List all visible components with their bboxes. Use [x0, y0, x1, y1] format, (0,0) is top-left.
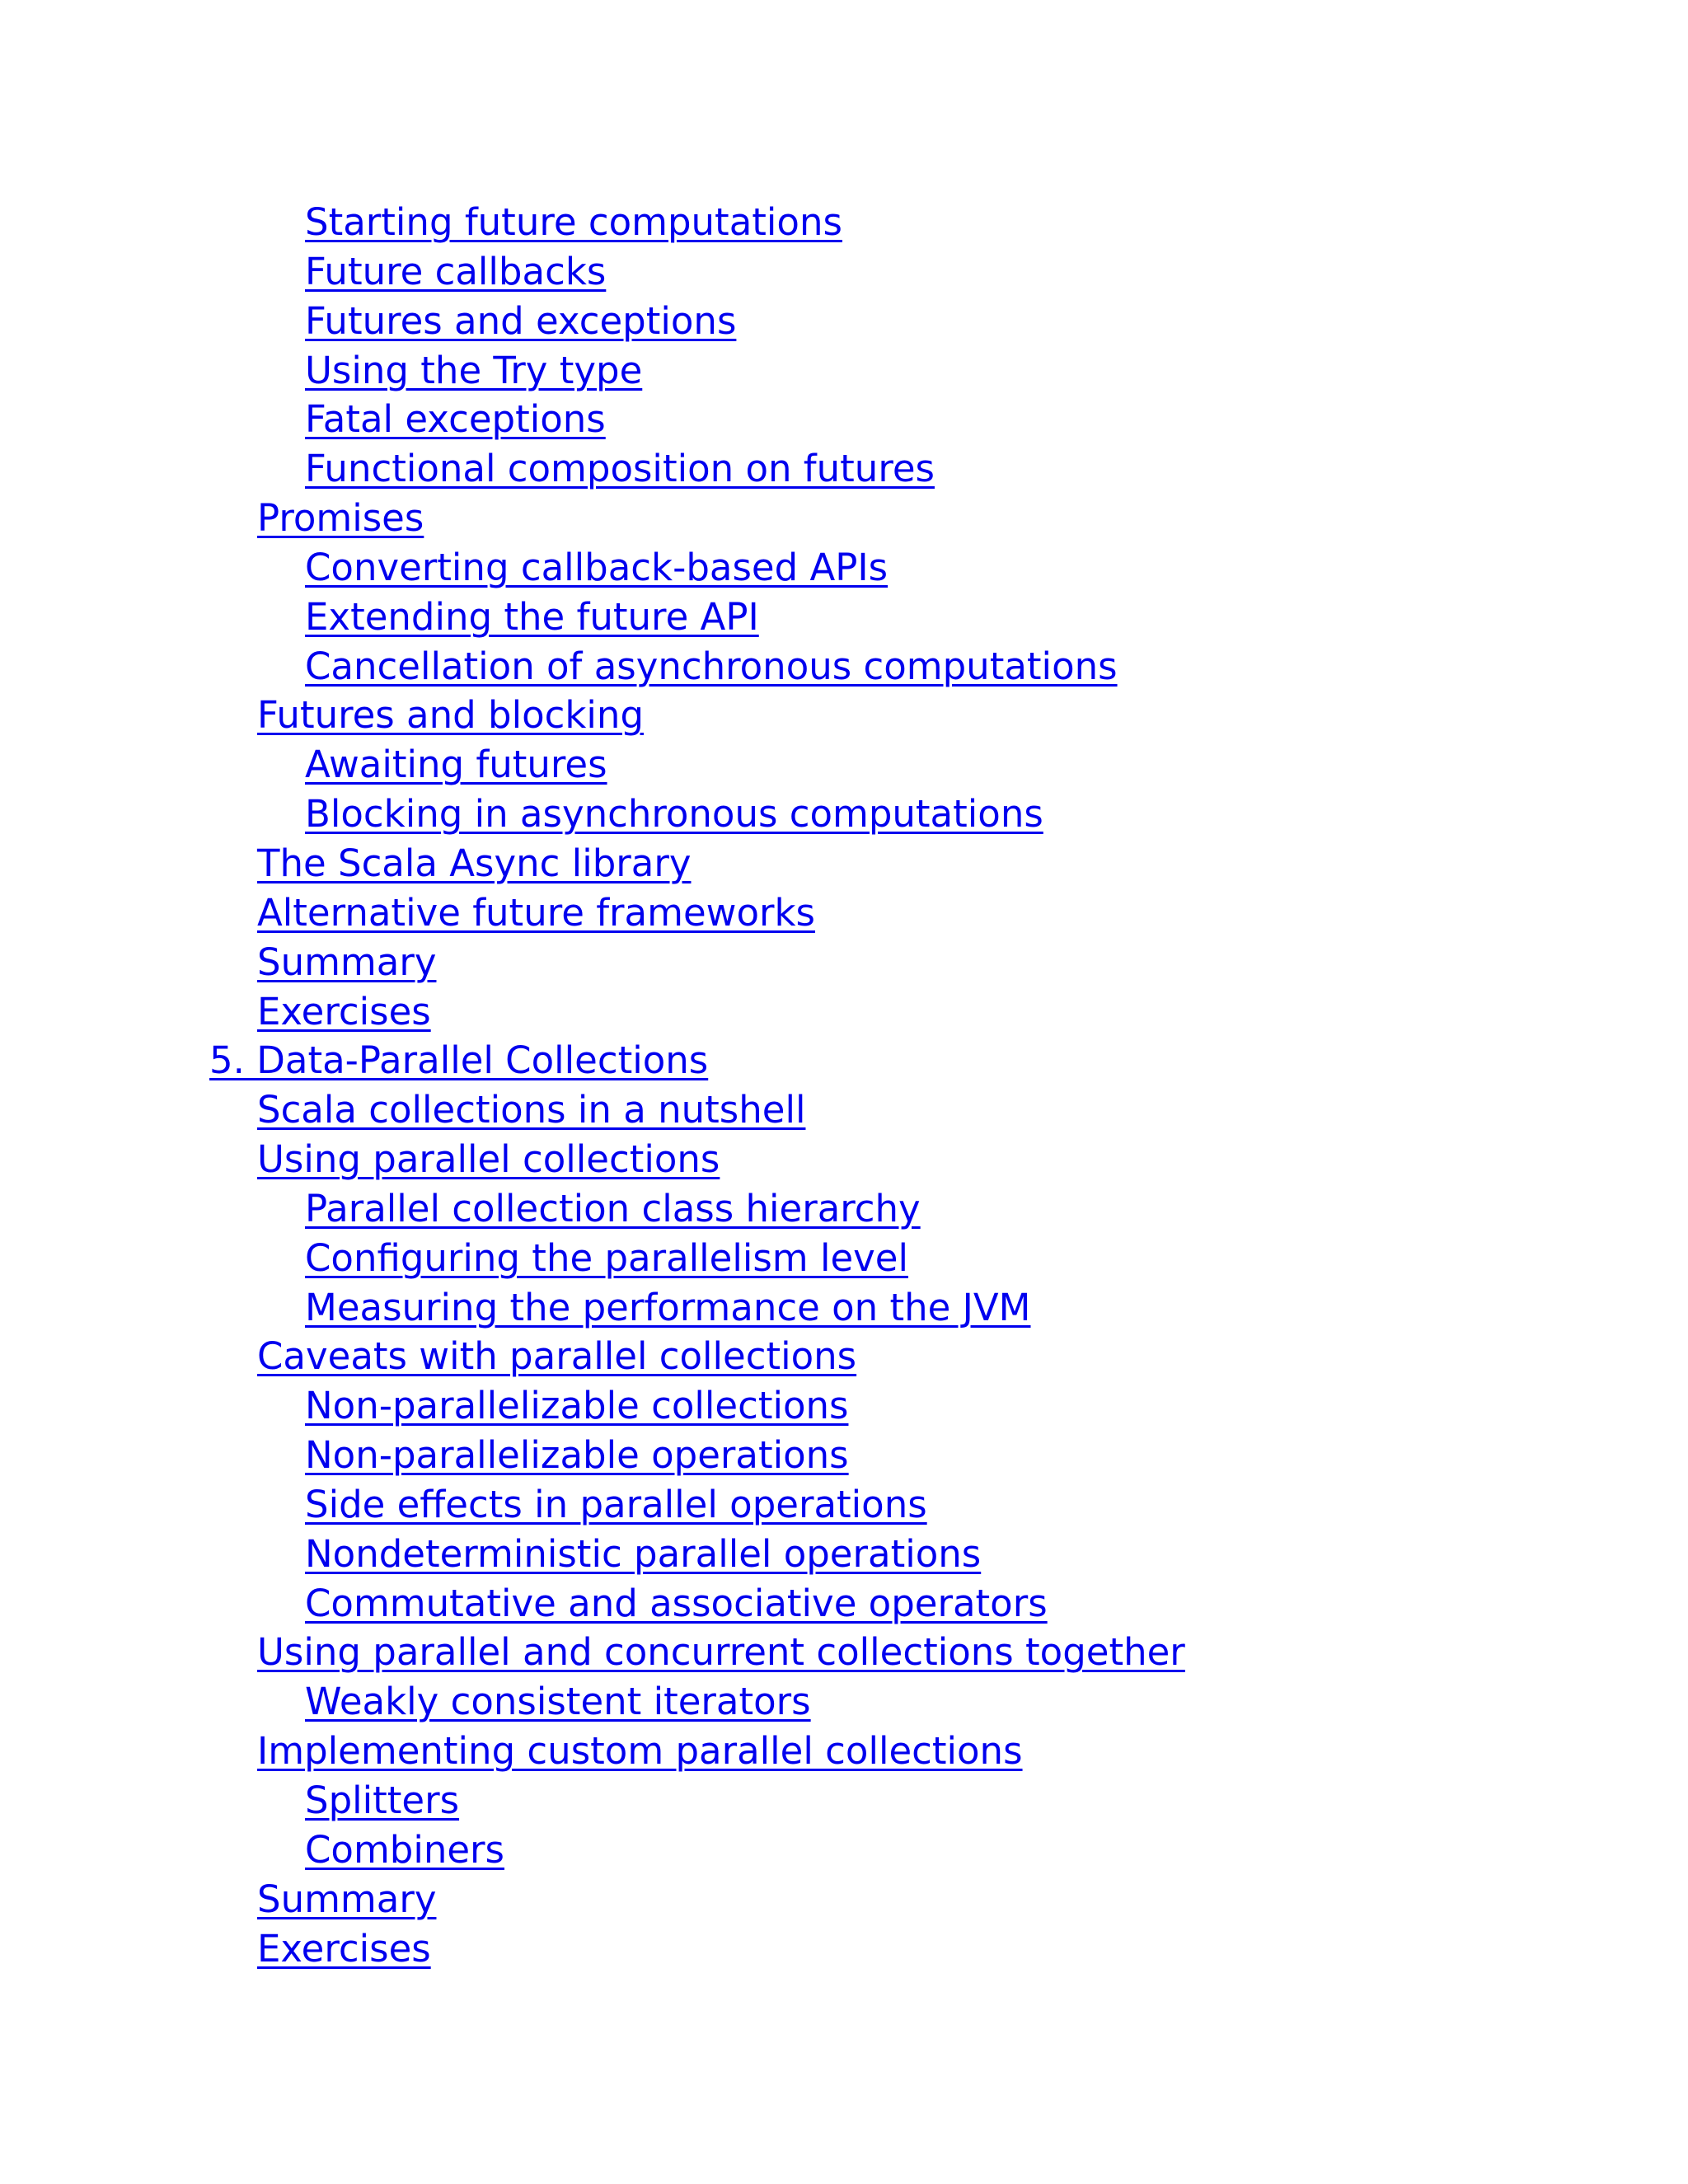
toc-entry	[0, 1579, 1185, 1629]
toc-entry	[0, 1825, 1185, 1875]
toc-link[interactable]: Using parallel collections	[257, 1137, 720, 1182]
toc-link[interactable]: Functional composition on futures	[305, 447, 935, 491]
toc-link[interactable]: Measuring the performance on the JVM	[305, 1285, 1031, 1329]
toc-entry	[0, 691, 1185, 740]
toc-entry	[0, 247, 1185, 297]
toc-link[interactable]: Futures and exceptions	[305, 298, 737, 343]
toc-entry	[0, 1184, 1185, 1234]
toc-entry	[0, 1530, 1185, 1579]
toc-entry	[0, 1628, 1185, 1677]
toc-entry	[0, 1381, 1185, 1431]
toc-link[interactable]: Extending the future API	[305, 594, 759, 639]
toc-entry	[0, 987, 1185, 1037]
toc-link[interactable]: Splitters	[305, 1779, 460, 1822]
toc-entry	[0, 1036, 1185, 1085]
toc-link[interactable]: The Scala Async library	[257, 841, 692, 885]
toc-entry	[0, 1234, 1185, 1283]
toc-entry	[0, 740, 1185, 790]
toc-entry	[0, 888, 1185, 938]
toc-link[interactable]: Non-parallelizable operations	[305, 1433, 849, 1478]
toc-entry	[0, 1283, 1185, 1333]
toc-link[interactable]: Summary	[257, 1877, 437, 1921]
toc-entry	[0, 1727, 1185, 1776]
toc-entry	[0, 938, 1185, 987]
toc-link[interactable]: Alternative future frameworks	[257, 890, 815, 935]
toc-entry	[0, 346, 1185, 396]
toc-link[interactable]: Exercises	[257, 1926, 431, 1971]
toc-link[interactable]: Parallel collection class hierarchy	[305, 1186, 921, 1230]
toc-link[interactable]: Cancellation of asynchronous computations	[305, 644, 1118, 688]
toc-link[interactable]: Starting future computations	[305, 200, 842, 244]
toc-entry	[0, 642, 1185, 691]
toc-entry	[0, 1480, 1185, 1530]
toc-link[interactable]: Future callbacks	[305, 249, 607, 293]
toc-entry	[0, 297, 1185, 346]
toc-link[interactable]: Caveats with parallel collections	[257, 1334, 857, 1379]
toc-link[interactable]: Configuring the parallelism level	[305, 1235, 908, 1280]
toc-link[interactable]: Blocking in asynchronous computations	[305, 792, 1043, 837]
toc-entry	[0, 494, 1185, 543]
toc-entry	[0, 198, 1185, 247]
toc-link[interactable]: Implementing custom parallel collections	[257, 1729, 1023, 1774]
toc-entry	[0, 444, 1185, 494]
toc-entry	[0, 395, 1185, 444]
toc-link[interactable]: Fatal exceptions	[305, 397, 606, 442]
toc-link[interactable]: Promises	[257, 496, 424, 541]
toc-entry	[0, 1875, 1185, 1924]
toc-entry	[0, 1677, 1185, 1727]
toc-entry	[0, 543, 1185, 593]
toc-entry	[0, 1431, 1185, 1480]
toc-entry	[0, 839, 1185, 888]
toc-link[interactable]: Using the Try type	[305, 348, 643, 392]
toc-link[interactable]: Scala collections in a nutshell	[257, 1088, 806, 1132]
toc-link[interactable]: Futures and blocking	[257, 693, 645, 738]
toc-entry	[0, 593, 1185, 642]
toc-entry	[0, 1332, 1185, 1381]
toc-entry	[0, 1135, 1185, 1184]
table-of-contents	[0, 198, 1185, 1973]
toc-link[interactable]: Side effects in parallel operations	[305, 1482, 927, 1526]
toc-link[interactable]: 5. Data-Parallel Collections	[209, 1038, 709, 1083]
toc-link[interactable]: Exercises	[257, 989, 431, 1033]
toc-entry	[0, 1085, 1185, 1135]
toc-entry	[0, 790, 1185, 839]
toc-entry	[0, 1776, 1185, 1825]
toc-link[interactable]: Combiners	[305, 1827, 505, 1872]
toc-link[interactable]: Converting callback-based APIs	[305, 545, 889, 589]
toc-link[interactable]: Using parallel and concurrent collections together	[257, 1630, 1185, 1675]
toc-link[interactable]: Non-parallelizable collections	[305, 1384, 849, 1428]
toc-link[interactable]: Weakly consistent iterators	[305, 1680, 811, 1724]
toc-link[interactable]: Summary	[257, 940, 437, 984]
toc-link[interactable]: Commutative and associative operators	[305, 1581, 1048, 1625]
toc-link[interactable]: Nondeterministic parallel operations	[305, 1531, 982, 1576]
toc-link[interactable]: Awaiting futures	[305, 743, 607, 787]
toc-entry	[0, 1924, 1185, 1974]
